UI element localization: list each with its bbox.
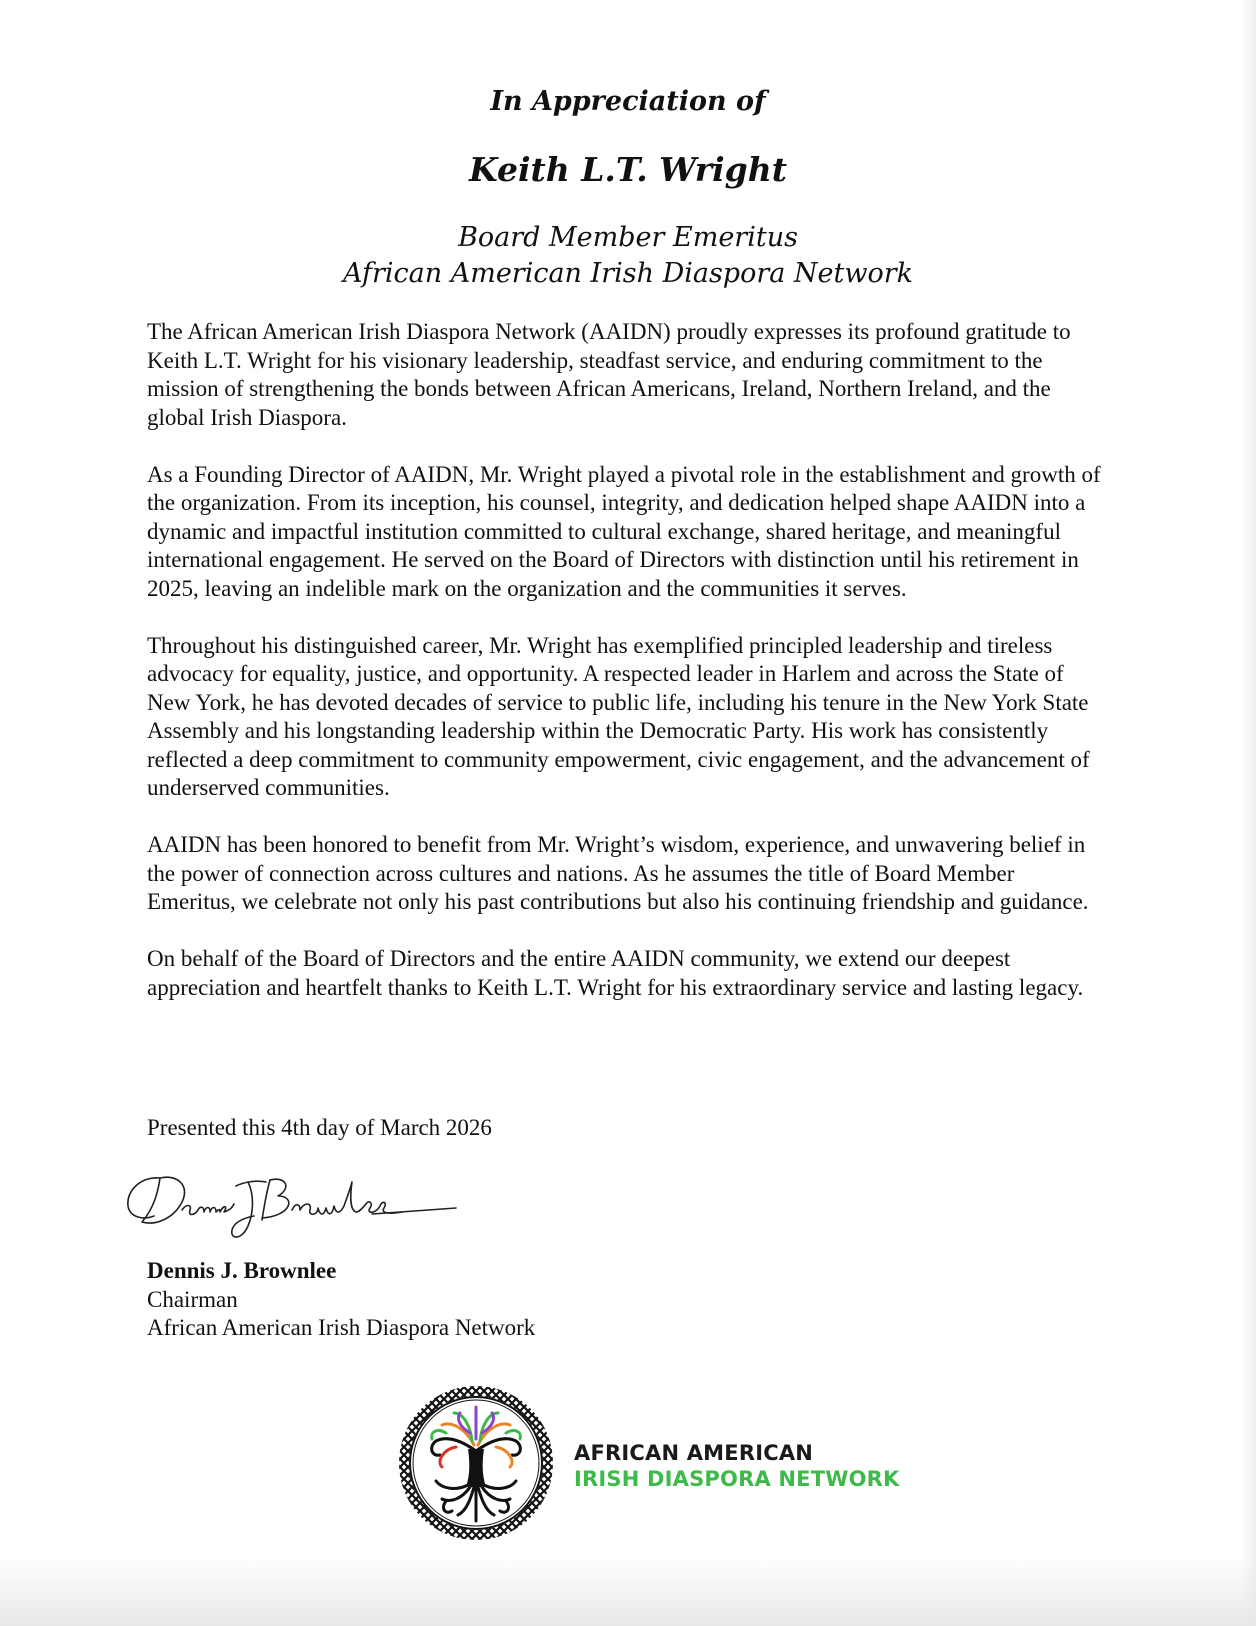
signer-block [147,1257,535,1343]
paragraph-1: The African American Irish Diaspora Network (AAIDN) proudly expresses its profound gratitude to Keith L.T. Wright for his visionary leadership, steadfast service, and enduring commitment to the mission of strengthening the bonds between African Americans, Ireland, Northern Ireland, and the global Irish Diaspora. [147,319,1071,430]
logo-wordmark [574,1440,900,1492]
signer-name: Dennis J. Brownlee [147,1258,337,1283]
signer-organization: African American Irish Diaspora Network [147,1315,536,1340]
tree-of-life-celtic-knot-icon [396,1383,556,1543]
page-bottom-shadow [0,1556,1256,1626]
logo-line-2: IRISH DIASPORA NETWORK [574,1467,900,1491]
paragraph-3: Throughout his distinguished career, Mr. Wright has exemplified principled leadership and tireless advocacy for equality, justice, and opportunity. A respected leader in Harlem and across the State of New York, he has devoted decades of service to public life, including his tenure in the New York State Assembly and his longstanding leadership within the Democratic Party. His work has consistently reflected a deep commitment to community empowerment, civic engagement, and the advancement of underserved communities. [147,632,1090,800]
honoree-title-line2: African American Irish Diaspora Network [342,258,914,289]
paragraph-2: As a Founding Director of AAIDN, Mr. Wright played a pivotal role in the establishment and growth of the organization. From its inception, his counsel, integrity, and dedication helped shape AAIDN into a dynamic and impactful institution committed to cultural exchange, shared heritage, and meaningful international engagement. He served on the Board of Directors with distinction until his retirement in 2025, leaving an indelible mark on the organization and the communities it serves. [147,461,1101,601]
honoree-title [0,220,1256,292]
handwritten-signature [120,1160,460,1250]
paragraph-4: AAIDN has been honored to benefit from Mr. Wright’s wisdom, experience, and unwavering belief in the power of connection across cultures and nations. As he assumes the title of Board Member Emeritus, we celebrate not only his past contributions but also his continuing friendship and guidance. [147,832,1089,914]
signer-role: Chairman [147,1286,238,1312]
letter-body [147,318,1107,1031]
honoree-title-line1: Board Member Emeritus [458,222,798,253]
appreciation-heading: In Appreciation of [490,86,766,117]
honoree-name: Keith L.T. Wright [469,150,787,189]
page-edge [1242,0,1256,1626]
logo-line-1: AFRICAN AMERICAN [574,1441,814,1465]
presented-date: Presented this 4th day of March 2026 [147,1115,492,1140]
paragraph-5: On behalf of the Board of Directors and the entire AAIDN community, we extend our deepest appreciation and heartfelt thanks to Keith L.T. Wright for his extraordinary service and lasting legacy. [147,946,1084,1000]
